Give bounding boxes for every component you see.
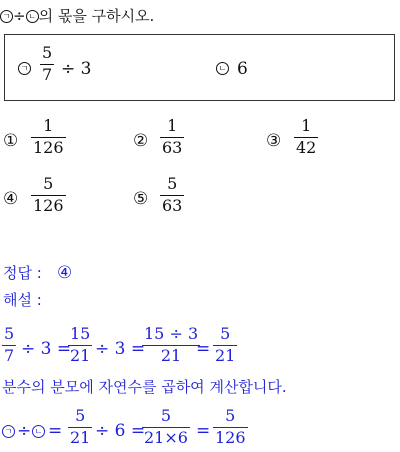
exp1-frac3-den: 21 (160, 346, 182, 365)
choice-5-fraction[interactable] (160, 176, 184, 214)
explain-label: 해설 : (3, 291, 42, 309)
question-div-sign: ÷ (13, 7, 26, 25)
box-fraction-a-den: 7 (42, 65, 53, 84)
answer-label: 정답 : (3, 264, 42, 282)
question-suffix: 의 몫을 구하시오. (38, 7, 155, 25)
exp1-frac3 (142, 326, 200, 364)
answer-mark: ④ (57, 263, 73, 283)
exp1-frac2 (68, 326, 92, 364)
exp3-frac3-den: 126 (215, 428, 246, 447)
choice-4-den: 126 (33, 196, 64, 215)
exp1-frac2-num: 15 (70, 324, 91, 343)
circled-giyeok: ㄱ (0, 10, 13, 23)
choice-1-mark[interactable]: ① (3, 131, 19, 151)
exp1-frac1-num: 5 (4, 324, 15, 343)
box-circled-giyeok: ㄱ (18, 62, 31, 75)
exp1-frac1-den: 7 (4, 346, 15, 365)
choice-5-num: 5 (167, 174, 178, 193)
exp3-frac3 (213, 408, 248, 446)
choice-3-den: 42 (296, 138, 317, 157)
exp3-frac2-den: 21×6 (144, 428, 188, 447)
choice-4-fraction[interactable] (31, 176, 66, 214)
exp3-frac1-num: 5 (75, 406, 86, 425)
choice-1-num: 1 (43, 116, 54, 135)
choice-4-mark[interactable]: ④ (3, 189, 19, 209)
box-circled-nieun: ㄴ (216, 62, 229, 75)
exp1-frac4-den: 21 (215, 346, 236, 365)
exp3-frac3-num: 5 (225, 406, 236, 425)
box-fraction-a (40, 45, 54, 83)
exp1-frac2-den: 21 (70, 346, 91, 365)
choice-1-fraction[interactable] (31, 118, 66, 156)
choice-3-num: 1 (301, 116, 312, 135)
exp3-op0: = (48, 421, 63, 441)
exp1-op3: = (196, 339, 211, 359)
exp3-op1: ÷ 6 = (95, 421, 146, 441)
circled-nieun: ㄴ (26, 10, 39, 23)
box-a-tail: ÷ 3 (61, 59, 92, 79)
choice-5-mark[interactable]: ⑤ (133, 189, 149, 209)
exp3-frac2 (142, 408, 190, 446)
exp1-op2: ÷ 3 = (95, 339, 146, 359)
choice-1-den: 126 (33, 138, 64, 157)
explanation-sentence: 분수의 분모에 자연수를 곱하여 계산합니다. (2, 378, 287, 396)
question-text (0, 5, 154, 26)
choice-3-fraction[interactable] (294, 118, 318, 156)
exp1-frac4 (213, 326, 237, 364)
box-fraction-a-num: 5 (42, 43, 53, 62)
exp3-op2: = (196, 421, 211, 441)
choice-2-num: 1 (167, 116, 178, 135)
exp3-circled-nieun: ㄴ (32, 425, 45, 438)
box-b-value: 6 (237, 59, 248, 79)
exp1-op1: ÷ 3 = (21, 339, 72, 359)
exp1-frac4-num: 5 (220, 324, 231, 343)
choice-2-den: 63 (162, 138, 183, 157)
exp1-frac1 (2, 326, 16, 364)
exp1-frac3-num: 15 ÷ 3 (144, 324, 199, 343)
exp3-circled-giyeok: ㄱ (2, 425, 15, 438)
choice-4-num: 5 (43, 174, 54, 193)
exp3-frac1 (68, 408, 92, 446)
choice-2-mark[interactable]: ② (133, 131, 149, 151)
exp3-frac2-num: 5 (160, 406, 172, 425)
exp3-div: ÷ (17, 421, 32, 441)
choice-3-mark[interactable]: ③ (266, 131, 282, 151)
choice-2-fraction[interactable] (160, 118, 184, 156)
exp3-frac1-den: 21 (70, 428, 91, 447)
choice-5-den: 63 (162, 196, 183, 215)
